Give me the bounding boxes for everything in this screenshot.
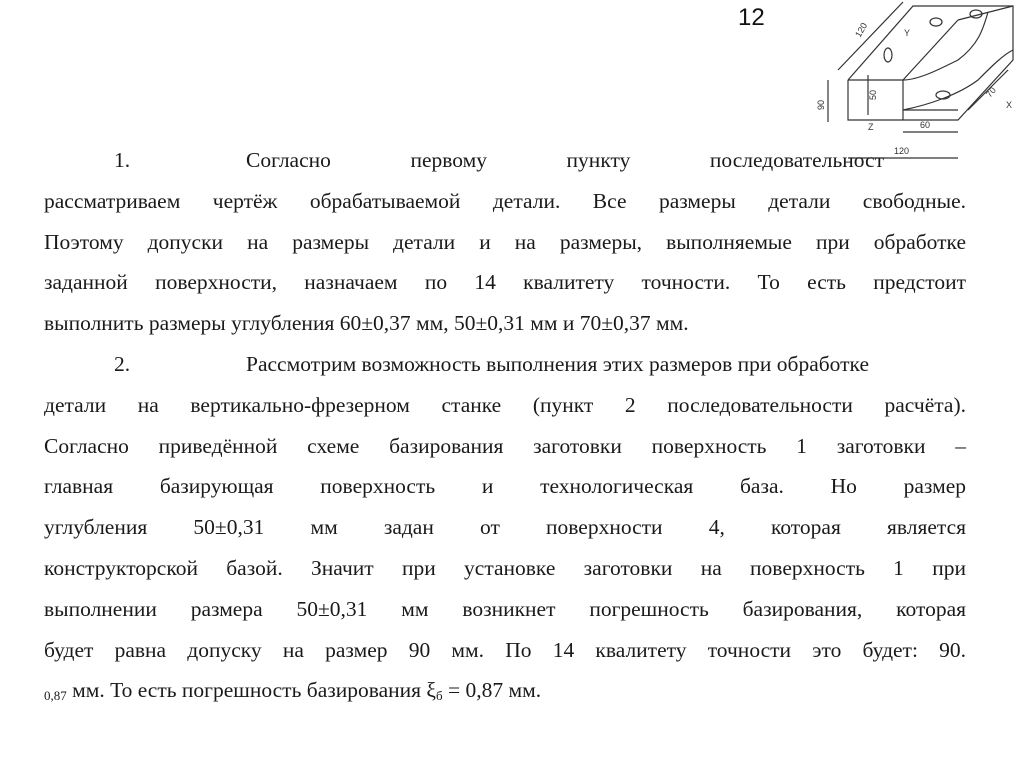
- dim-label: 90: [816, 99, 826, 110]
- axis-label: Y: [904, 28, 911, 38]
- dim-label: 120: [853, 20, 870, 39]
- text-line: мм. То есть погрешность базирования ξ: [66, 678, 437, 703]
- paragraph-2-last-line: [44, 670, 966, 711]
- paragraph-2-line: Согласно приведённой схеме базирования заготовки поверхность 1 заготовки –: [44, 433, 966, 458]
- list-number: 2.: [114, 351, 131, 376]
- dim-label: 120: [894, 146, 910, 156]
- axis-label: X: [1006, 100, 1013, 110]
- paragraph-2-line: главная базирующая поверхность и технологическая база. Но размер: [44, 474, 966, 499]
- paragraph-1-line: [44, 140, 884, 181]
- paragraph-2-line: [44, 344, 966, 385]
- paragraph-2-line: будет равна допуску на размер 90 мм. По 14 квалитету точности это будет: 90.: [44, 637, 966, 662]
- dim-label: 50: [868, 89, 878, 100]
- paragraph-1-line: выполнить размеры углубления 60±0,37 мм, 50±0,31 мм и 70±0,37 мм.: [44, 311, 689, 336]
- text-line: = 0,87 мм.: [442, 678, 542, 703]
- paragraph-2-line: выполнении размера 50±0,31 мм возникнет погрешность базирования, которая: [44, 596, 966, 621]
- axis-label: Z: [868, 122, 874, 132]
- body-text: [44, 140, 966, 711]
- paragraph-1-line: рассматриваем чертёж обрабатываемой детали. Все размеры детали свободные.: [44, 188, 966, 213]
- paragraph-1-line: заданной поверхности, назначаем по 14 квалитету точности. То есть предстоит: [44, 270, 966, 295]
- dim-label: 60: [920, 120, 931, 130]
- paragraph-2-line: детали на вертикально-фрезерном станке (пункт 2 последовательности расчёта).: [44, 392, 966, 417]
- list-number: 1.: [114, 148, 131, 172]
- dim-label: 70: [983, 85, 998, 100]
- xi-subscript: б: [436, 688, 443, 704]
- tolerance-subscript: 0,87: [44, 688, 67, 704]
- slide-number: 12: [738, 4, 765, 31]
- paragraph-1-line: Поэтому допуски на размеры детали и на размеры, выполняемые при обработке: [44, 229, 966, 254]
- text-line: Рассмотрим возможность выполнения этих размеров при обработке: [246, 351, 869, 376]
- paragraph-2-line: конструкторской базой. Значит при установке заготовки на поверхность 1 при: [44, 555, 966, 580]
- paragraph-2-line: углубления 50±0,31 мм задан от поверхности 4, которая является: [44, 515, 966, 540]
- text-line: Согласно первому пункту последовательност: [246, 148, 884, 172]
